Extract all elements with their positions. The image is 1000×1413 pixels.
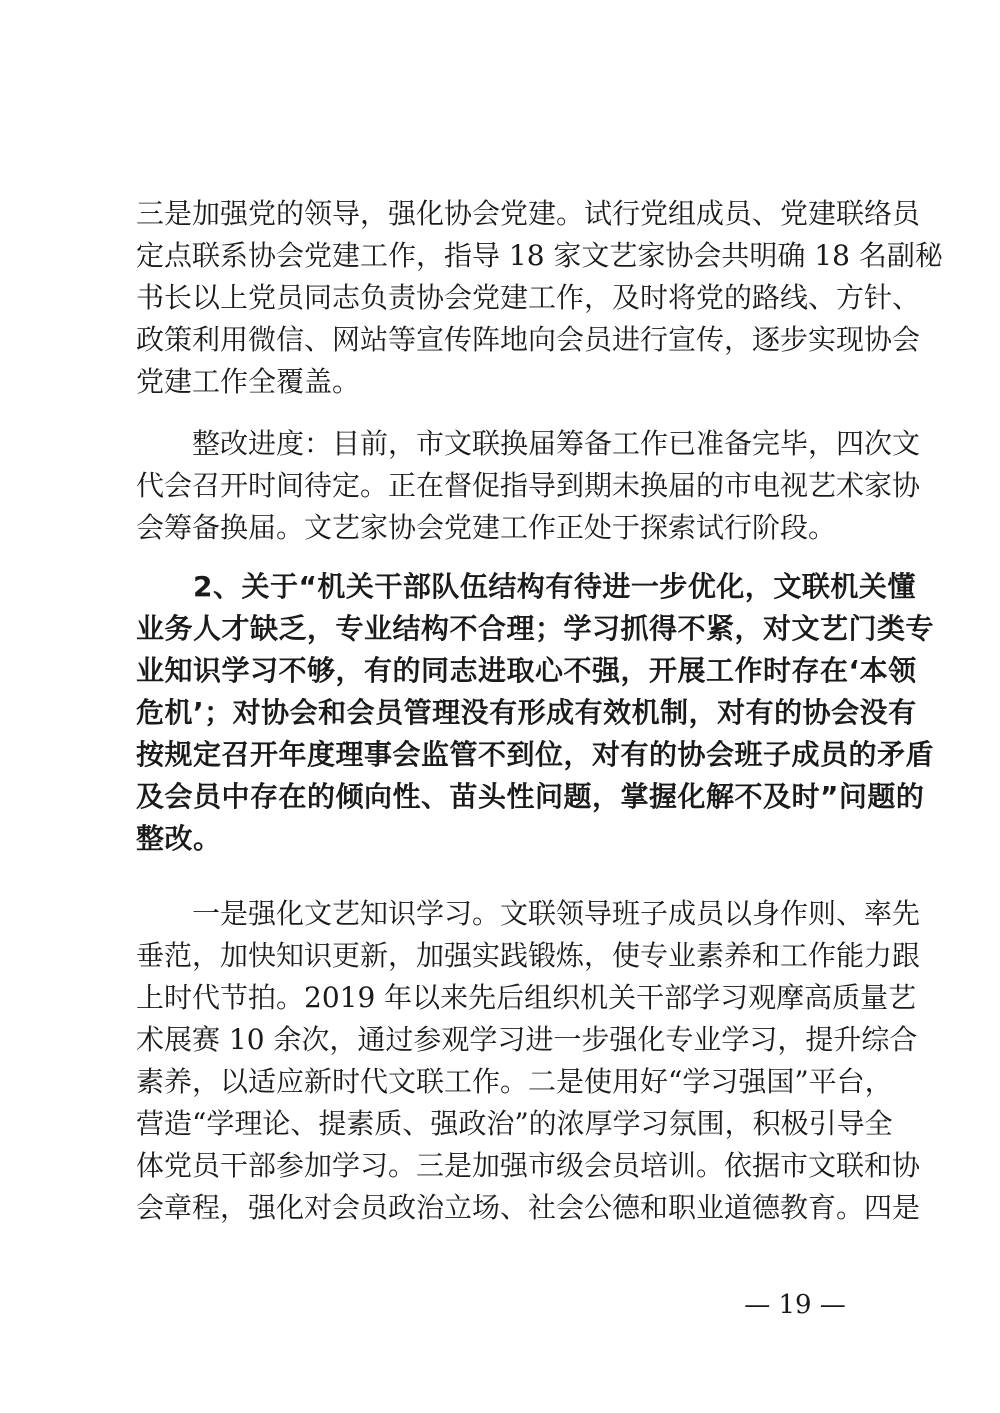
text-line: 垂范，加快知识更新，加强实践锻炼，使专业素养和工作能力跟 — [136, 939, 921, 972]
text-line: 术展赛 10 余次，通过参观学习进一步强化专业学习，提升综合 — [136, 1023, 918, 1056]
paragraph-item-2-heading — [136, 566, 935, 860]
text-line: 会筹备换届。文艺家协会党建工作正处于探索试行阶段。 — [136, 511, 837, 544]
paragraph-study-measures — [136, 893, 921, 1229]
text-line: 素养，以适应新时代文联工作。二是使用好“学习强国”平台， — [136, 1065, 893, 1098]
page-number: — 19 — — [744, 1290, 846, 1320]
text-line: 一是强化文艺知识学习。文联领导班子成员以身作则、率先 — [136, 897, 921, 930]
text-line: 上时代节拍。2019 年以来先后组织机关干部学习观摩高质量艺 — [136, 981, 917, 1014]
text-line: 代会召开时间待定。正在督促指导到期未换届的市电视艺术家协 — [136, 469, 921, 502]
text-line: 整改。 — [136, 822, 222, 855]
text-line: 整改进度：目前，市文联换届筹备工作已准备完毕，四次文 — [136, 427, 921, 460]
text-line: 书长以上党员同志负责协会党建工作，及时将党的路线、方针、 — [136, 281, 921, 314]
text-line: 及会员中存在的倾向性、苗头性问题，掌握化解不及时”问题的 — [136, 780, 925, 813]
text-line: 定点联系协会党建工作，指导 18 家文艺家协会共明确 18 名副秘 — [136, 239, 943, 272]
text-line: 党建工作全覆盖。 — [136, 365, 361, 398]
text-line: 营造“学理论、提素质、强政治”的浓厚学习氛围，积极引导全 — [136, 1107, 893, 1140]
text-line: 危机’；对协会和会员管理没有形成有效机制，对有的协会没有 — [136, 696, 917, 729]
text-line: 三是加强党的领导，强化协会党建。试行党组成员、党建联络员 — [136, 197, 921, 230]
text-line: 体党员干部参加学习。三是加强市级会员培训。依据市文联和协 — [136, 1149, 921, 1182]
text-line: 按规定召开年度理事会监管不到位，对有的协会班子成员的矛盾 — [136, 738, 935, 771]
paragraph-rectification-progress — [136, 423, 921, 549]
text-line: 政策利用微信、网站等宣传阵地向会员进行宣传，逐步实现协会 — [136, 323, 921, 356]
text-line: 2、关于“机关干部队伍结构有待进一步优化，文联机关懂 — [136, 570, 916, 603]
paragraph-party-building — [136, 193, 943, 403]
text-line: 会章程，强化对会员政治立场、社会公德和职业道德教育。四是 — [136, 1191, 921, 1224]
text-line: 业务人才缺乏，专业结构不合理；学习抓得不紧，对文艺门类专 — [136, 612, 935, 645]
text-line: 业知识学习不够，有的同志进取心不强，开展工作时存在‘本领 — [136, 654, 917, 687]
